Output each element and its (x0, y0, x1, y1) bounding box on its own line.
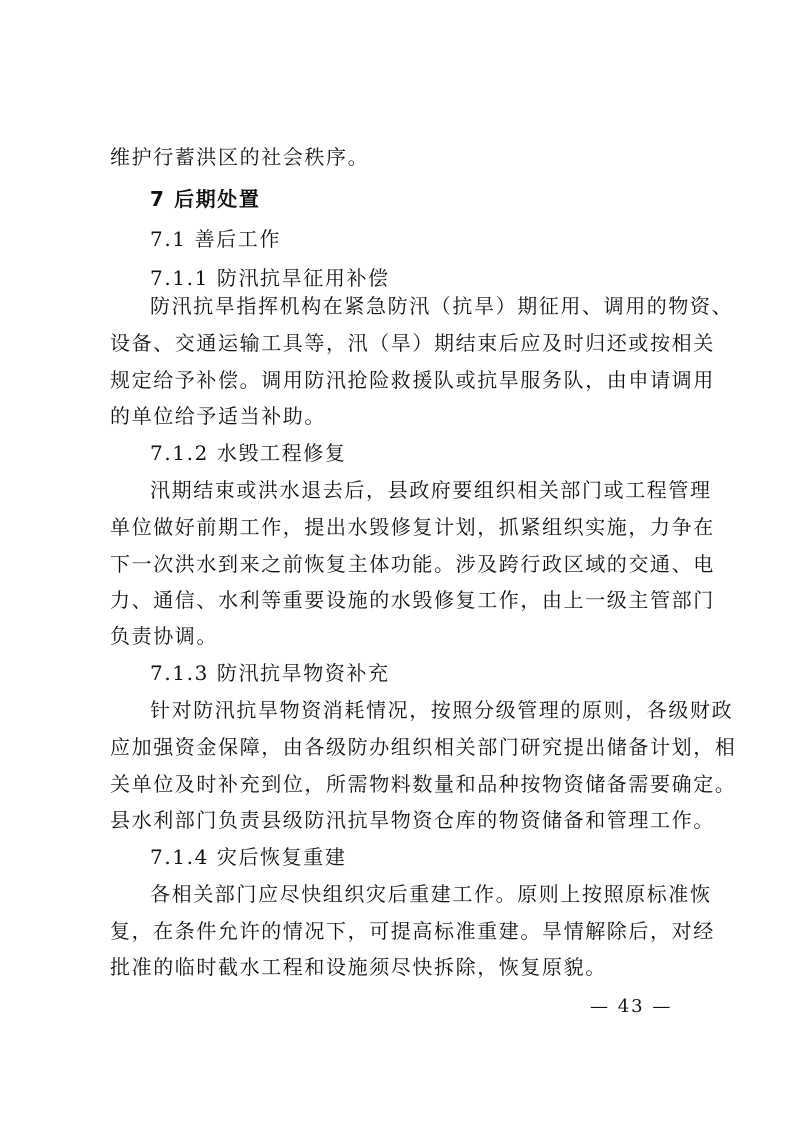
paragraph-line: 汛期结束或洪水退去后，县政府要组织相关部门或工程管理 (150, 478, 712, 502)
paragraph-line: 单位做好前期工作，提出水毁修复计划，抓紧组织实施，力争在 (110, 515, 715, 539)
paragraph-line: 各相关部门应尽快组织灾后重建工作。原则上按照原标准恢 (150, 882, 712, 906)
paragraph-line: 县水利部门负责县级防汛抗旱物资仓库的物资储备和管理工作。 (110, 808, 715, 832)
paragraph-line: 针对防汛抗旱物资消耗情况，按照分级管理的原则，各级财政 (150, 698, 734, 722)
subsection-heading: 7.1.1 防汛抗旱征用补偿 (150, 266, 390, 290)
section-heading: 7 后期处置 (150, 187, 261, 211)
paragraph-line: 关单位及时补充到位，所需物料数量和品种按物资储备需要确定。 (110, 772, 737, 796)
paragraph-line: 的单位给予适当补助。 (110, 404, 326, 428)
paragraph-line: 规定给予补偿。调用防汛抢险救援队或抗旱服务队，由申请调用 (110, 368, 715, 392)
paragraph-line: 防汛抗旱指挥机构在紧急防汛（抗旱）期征用、调用的物资、 (150, 294, 734, 318)
subsection-heading: 7.1 善后工作 (150, 227, 281, 251)
page-number: — 43 — (590, 996, 673, 1017)
paragraph-line: 批准的临时截水工程和设施须尽快拆除，恢复原貌。 (110, 955, 607, 979)
text-line: 维护行蓄洪区的社会秩序。 (110, 145, 370, 169)
paragraph-line: 设备、交通运输工具等，汛（旱）期结束后应及时归还或按相关 (110, 331, 715, 355)
subsection-heading: 7.1.3 防汛抗旱物资补充 (150, 661, 390, 685)
paragraph-line: 负责协调。 (110, 624, 218, 648)
paragraph-line: 复，在条件允许的情况下，可提高标准重建。旱情解除后，对经 (110, 919, 715, 943)
paragraph-line: 应加强资金保障，由各级防办组织相关部门研究提出储备计划，相 (110, 735, 737, 759)
subsection-heading: 7.1.2 水毁工程修复 (150, 441, 347, 465)
subsection-heading: 7.1.4 灾后恢复重建 (150, 845, 347, 869)
paragraph-line: 下一次洪水到来之前恢复主体功能。涉及跨行政区域的交通、电 (110, 552, 715, 576)
paragraph-line: 力、通信、水利等重要设施的水毁修复工作，由上一级主管部门 (110, 588, 715, 612)
